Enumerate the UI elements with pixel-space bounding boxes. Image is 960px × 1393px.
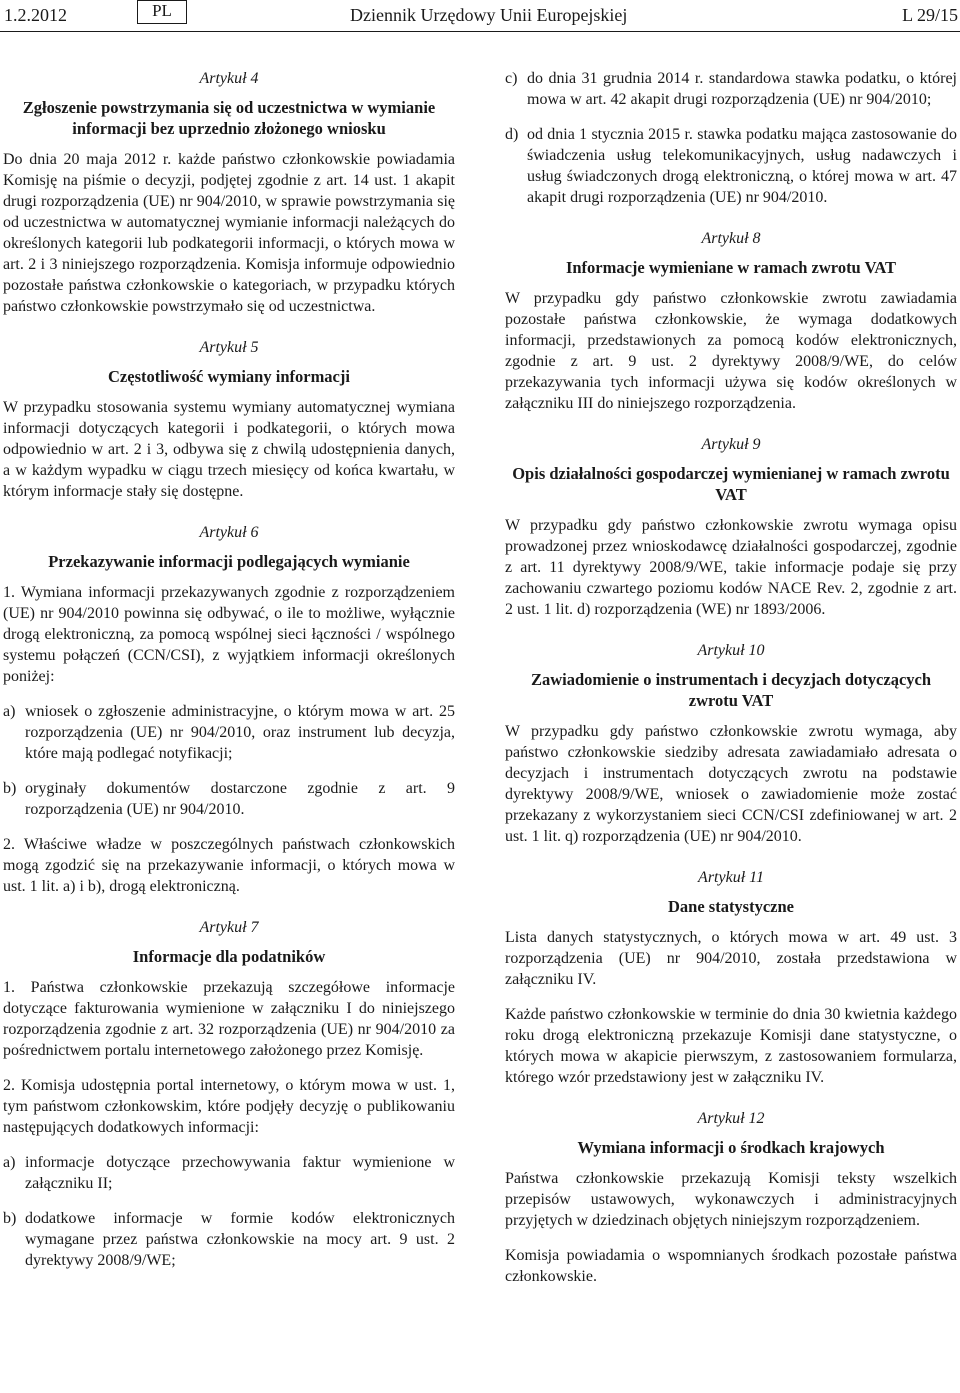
article-8-label: Artykuł 8 — [701, 230, 761, 247]
article-7-paragraph-1: 1. Państwa członkowskie przekazują szczegółowe informacje dotyczące fakturowania wymienione w załączniku I do niniejszego rozporządzenia zgodnie z art. 32 rozporządzenia (UE) nr 904/2010 za pośrednictwem portalu internetowego założonego przez Komisję. — [3, 979, 455, 1059]
item-label: c) — [505, 70, 518, 87]
article-7-item-a — [3, 1152, 455, 1194]
article-6-title: Przekazywanie informacji podlegających wymianie — [48, 552, 410, 571]
language-badge: PL — [137, 0, 187, 24]
article-7-title: Informacje dla podatników — [132, 947, 326, 966]
article-5-title: Częstotliwość wymiany informacji — [108, 367, 350, 386]
page-reference: L 29/15 — [902, 5, 958, 25]
article-10-paragraph: W przypadku gdy państwo członkowskie zwrotu wymaga, aby państwo członkowskie siedziby adresata zawiadamiało adresata o decyzjach i instrumentach dotyczących zwrotu na podstawie dyrektywy 2008/9/WE, wniosek o zawiadomienie może zostać przekazany z wykorzystaniem sieci CCN/CSI zdefiniowanej w art. 2 ust. 1 lit. q) rozporządzenia (UE) nr 904/2010. — [505, 723, 957, 845]
article-5-paragraph: W przypadku stosowania systemu wymiany automatycznej wymiana informacji dotyczących kategorii i podkategorii, o których mowa odpowiednio w art. 2 i 3, odbywa się z chwilą udostępnienia danych, a w każdym wypadku w ciągu trzech miesięcy od końca kwartału, w którym informacje stały się dostępne. — [3, 399, 455, 500]
header-rule — [0, 31, 960, 32]
article-12-title: Wymiana informacji o środkach krajowych — [577, 1138, 885, 1157]
article-6-label: Artykuł 6 — [199, 524, 259, 541]
item-text: dodatkowe informacje w formie kodów elektronicznych wymagane przez państwa członkowskie na mocy art. 9 ust. 2 dyrektywy 2008/9/WE; — [25, 1210, 455, 1269]
article-4-title: Zgłoszenie powstrzymania się od uczestnictwa w wymianie informacji bez uprzednio złożonego wniosku — [22, 98, 436, 138]
article-6-item-b — [3, 778, 455, 820]
article-4-label: Artykuł 4 — [199, 70, 259, 87]
article-7-label: Artykuł 7 — [199, 919, 259, 936]
item-text: do dnia 31 grudnia 2014 r. standardowa stawka podatku, o której mowa w art. 42 akapit drugi rozporządzenia (UE) nr 904/2010; — [527, 70, 957, 108]
item-label: b) — [3, 1210, 17, 1227]
item-label: a) — [3, 703, 16, 720]
article-7-item-c — [505, 68, 957, 110]
article-6-paragraph-1: 1. Wymiana informacji przekazywanych zgodnie z rozporządzeniem (UE) nr 904/2010 powinna się odbywać, o ile to możliwe, wyłącznie drogą elektroniczną, za pomocą wspólnej sieci łączności / wspólnego systemu połączeń (CCN/CSI), z wyjątkiem informacji określonych poniżej: — [3, 584, 455, 685]
left-column — [3, 68, 455, 1285]
item-text: informacje dotyczące przechowywania faktur wymienione w załączniku II; — [25, 1154, 455, 1192]
article-9-title: Opis działalności gospodarczej wymienianej w ramach zwrotu VAT — [512, 464, 950, 504]
item-text: wniosek o zgłoszenie administracyjne, o którym mowa w art. 25 rozporządzenia (UE) nr 904/2010, oraz instrument lub decyzja, które mają podlegać notyfikacji; — [25, 703, 455, 762]
article-7-paragraph-2: 2. Komisja udostępnia portal internetowy, o którym mowa w ust. 1, tym państwom członkowskim, które podjęły decyzję o publikowaniu następujących dodatkowych informacji: — [3, 1077, 455, 1136]
article-11-paragraph-2: Każde państwo członkowskie w terminie do dnia 30 kwietnia każdego roku drogą elektroniczną przekazuje Komisji dane statystyczne, o których mowa w akapicie pierwszym, z zastosowaniem formularza, którego wzór przedstawiony jest w załączniku IV. — [505, 1006, 957, 1086]
article-8-paragraph: W przypadku gdy państwo członkowskie zwrotu zawiadamia pozostałe państwa członkowskie, że wymaga dodatkowych informacji, przedstawionych za pomocą kodów elektronicznych, zgodnie z art. 9 ust. 2 dyrektywy 2008/9/WE, do celów przekazywania tych informacji używa się kodów określonych w załączniku III do niniejszego rozporządzenia. — [505, 290, 957, 412]
article-6-paragraph-2: 2. Właściwe władze w poszczególnych państwach członkowskich mogą zgodzić się na przekazywanie informacji, o których mowa w ust. 1 lit. a) i b), drogą elektroniczną. — [3, 836, 455, 895]
article-10-label: Artykuł 10 — [697, 642, 765, 659]
journal-title: Dziennik Urzędowy Unii Europejskiej — [350, 5, 628, 25]
article-12-paragraph-2: Komisja powiadamia o wspomnianych środkach pozostałe państwa członkowskie. — [505, 1247, 957, 1285]
article-9-label: Artykuł 9 — [701, 436, 761, 453]
article-11-paragraph-1: Lista danych statystycznych, o których mowa w art. 49 ust. 3 rozporządzenia (UE) nr 904/2010, została przedstawiona w załączniku IV. — [505, 929, 957, 988]
article-11-title: Dane statystyczne — [667, 897, 794, 916]
item-label: d) — [505, 126, 519, 143]
item-label: b) — [3, 780, 17, 797]
item-text: oryginały dokumentów dostarczone zgodnie z art. 9 rozporządzenia (UE) nr 904/2010. — [25, 780, 455, 818]
issue-date: 1.2.2012 — [4, 5, 67, 25]
article-11-label: Artykuł 11 — [698, 869, 764, 886]
article-12-label: Artykuł 12 — [697, 1110, 765, 1127]
right-column — [505, 68, 957, 1301]
article-5-label: Artykuł 5 — [199, 339, 259, 356]
article-7-item-b — [3, 1208, 455, 1271]
article-8-title: Informacje wymieniane w ramach zwrotu VAT — [565, 258, 897, 277]
article-12-paragraph-1: Państwa członkowskie przekazują Komisji teksty wszelkich przepisów ustawowych, wykonawczych i administracyjnych przyjętych w dziedzinach objętych niniejszym rozporządzeniem. — [505, 1170, 957, 1229]
journal-header — [0, 0, 960, 36]
item-label: a) — [3, 1154, 16, 1171]
article-9-paragraph: W przypadku gdy państwo członkowskie zwrotu wymaga opisu prowadzonej przez wnioskodawcę działalności gospodarczej, zgodnie z art. 11 dyrektywy 2008/9/WE, takie informacje podaje się przy zachowaniu czwartego poziomu kodów NACE Rev. 2, zgodnie z art. 2 ust. 1 lit. d) rozporządzenia (WE) nr 1893/2006. — [505, 517, 957, 618]
article-10-title: Zawiadomienie o instrumentach i decyzjach dotyczących zwrotu VAT — [530, 670, 932, 710]
article-7-item-d — [505, 124, 957, 208]
item-text: od dnia 1 stycznia 2015 r. stawka podatku mająca zastosowanie do świadczenia usług telekomunikacyjnych, usług nadawczych i usług świadczonych drogą elektroniczną, o której mowa w art. 47 akapit drugi rozporządzenia (UE) nr 904/2010. — [527, 126, 957, 206]
article-4-paragraph: Do dnia 20 maja 2012 r. każde państwo członkowskie powiadamia Komisję na piśmie o decyzji, podjętej zgodnie z art. 14 ust. 1 akapit drugi rozporządzenia (UE) nr 904/2010, w sprawie powstrzymania się od uczestnictwa w automatycznej wymianie informacji należących do określonych kategorii lub podkategorii informacji, o których mowa w art. 2 i 3 niniejszego rozporządzenia. Komisja informuje odpowiednio pozostałe państwa członkowskie o kategoriach, w przypadku których państwo członkowskie powstrzymało się od uczestnictwa. — [3, 151, 455, 315]
article-6-item-a — [3, 701, 455, 764]
